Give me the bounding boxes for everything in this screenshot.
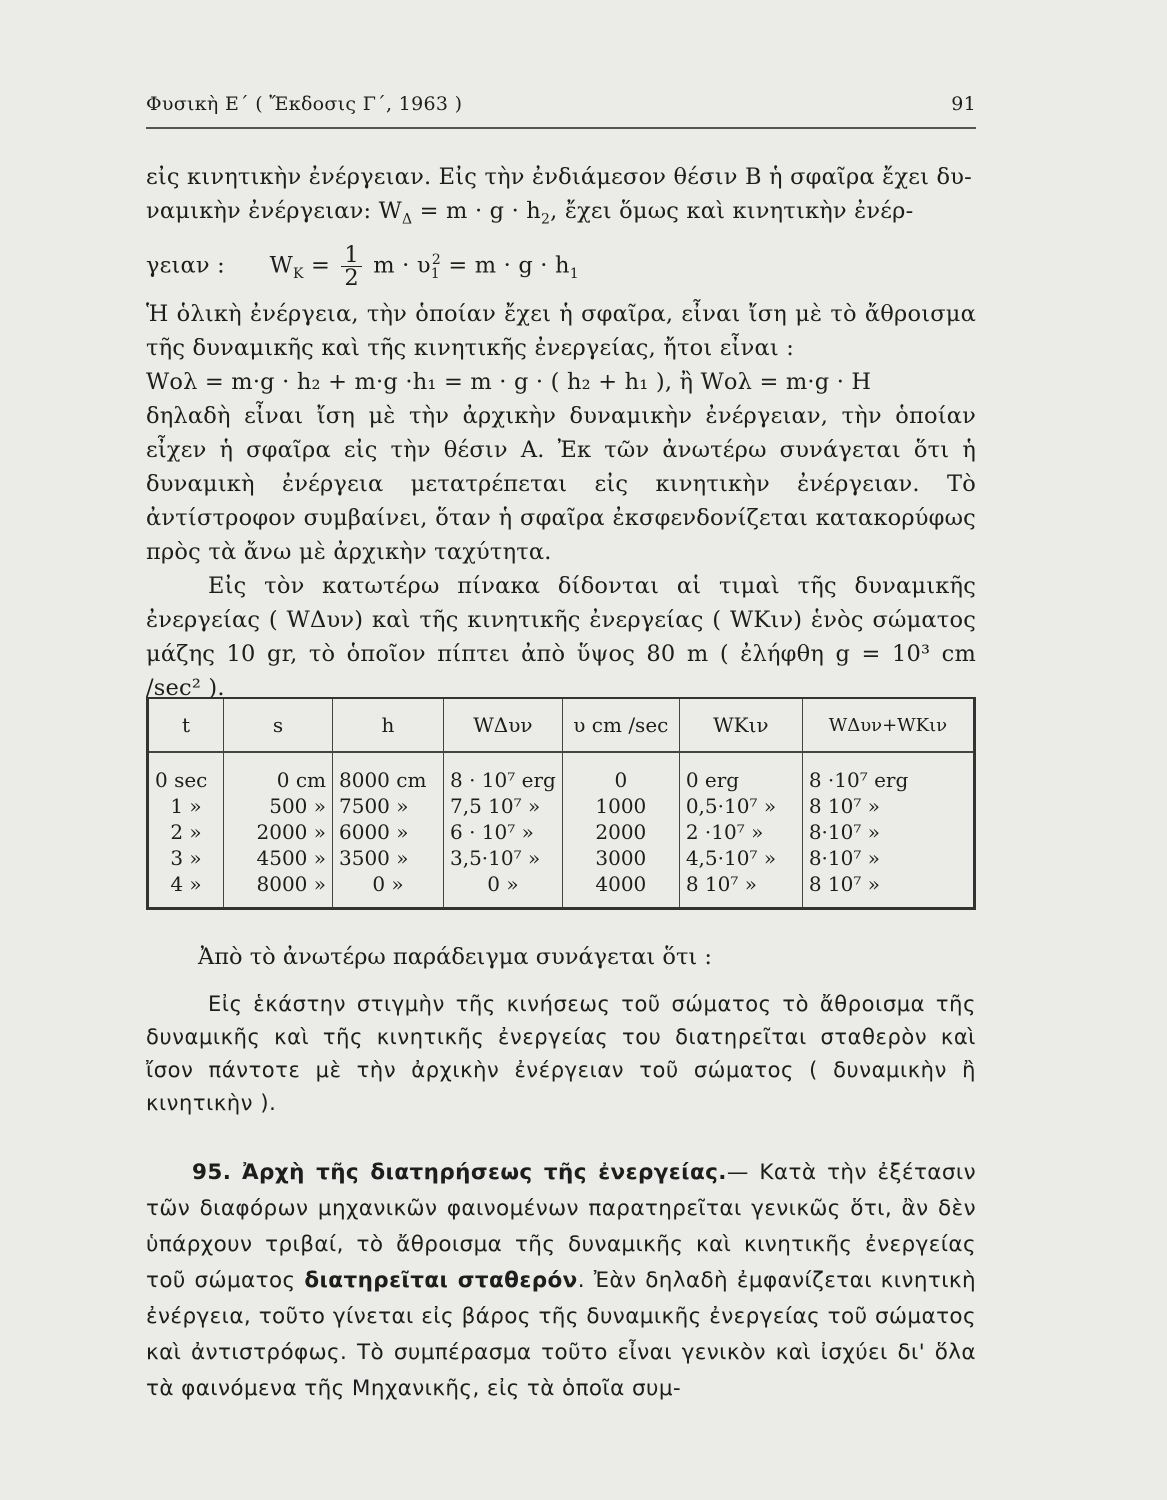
energy-table xyxy=(146,697,976,910)
table-row: 1 » 500 » 7500 » 7,5 10⁷ » 1000 0,5·10⁷ » 8 10⁷ » xyxy=(148,793,975,819)
col-header: s xyxy=(224,698,333,752)
section-title: Ἀρχὴ τῆς διατηρήσεως τῆς ἐνεργείας. xyxy=(241,1160,727,1185)
table-row: 4 » 8000 » 0 » 0 » 4000 8 10⁷ » 8 10⁷ » xyxy=(148,871,975,909)
running-header xyxy=(146,93,976,115)
example-conclusion-intro: Ἀπὸ τὸ ἀνωτέρω παράδειγμα συνάγεται ὅτι : xyxy=(198,944,712,970)
col-header: WΔυν xyxy=(444,698,563,752)
conservation-statement: Εἰς ἑκάστην στιγμὴν τῆς κινήσεως τοῦ σώματος τὸ ἄθροισμα τῆς δυναμικῆς καὶ τῆς κινητικῆς ἐνεργείας του διατηρεῖται σταθερὸν καὶ ἴσον πάντοτε μὲ τὴν ἀρχικὴν ἐνέργειαν τοῦ σώματος ( δυναμικὴν ἢ κινητικὴν ). xyxy=(146,992,976,1115)
col-header: υ cm /sec xyxy=(562,698,679,752)
col-header: t xyxy=(148,698,224,752)
main-text xyxy=(146,160,976,705)
header-rule xyxy=(146,127,976,129)
col-header: WΔυν+WΚιν xyxy=(802,698,974,752)
paragraph-table-intro: Εἰς τὸν κατωτέρω πίνακα δίδονται αἱ τιμαὶ τῆς δυναμικῆς ἐνεργείας ( WΔυν) καὶ τῆς κινητικῆς ἐνεργείας ( WΚιν) ἑνὸς σώματος μάζης 10 gr, τὸ ὁποῖον πίπτει ἀπὸ ὕψος 80 m ( ἐλήφθη g = 10³ cm /sec² ). xyxy=(146,572,976,701)
section-bold-phrase: διατηρεῖται σταθερόν xyxy=(304,1268,578,1293)
section-number: 95. xyxy=(192,1160,232,1185)
section-text-rest: . Ἐὰν δηλαδὴ ἐμφανίζεται κινητικὴ ἐνέργεια, τοῦτο γίνεται εἰς βάρος τῆς δυναμικῆς ἐνεργείας τοῦ σώματος καὶ ἀντιστρόφως. Τὸ συμπέρασμα τοῦτο εἶναι γενικὸν καὶ ἰσχύει δι' ὅλα τὰ φαινόμενα τῆς Μηχανικῆς, εἰς τὰ ὁποῖα συμ- xyxy=(146,1268,976,1401)
col-header: h xyxy=(333,698,444,752)
after-table-text xyxy=(146,940,976,1120)
col-header: WΚιν xyxy=(679,698,802,752)
total-energy-formula: Wολ = m·g · h₂ + m·g ·h₁ = m · g · ( h₂ + h₁ ), ἢ Wολ = m·g · H xyxy=(146,368,872,395)
text-line: εἰς κινητικὴν ἐνέργειαν. Εἰς τὴν ἐνδιάμεσον θέσιν Β ἡ σφαῖρα ἔχει δυ- xyxy=(146,164,972,190)
paragraph-conclusion: δηλαδὴ εἶναι ἴση μὲ τὴν ἀρχικὴν δυναμικὴν ἐνέργειαν, τὴν ὁποίαν εἶχεν ἡ σφαῖρα εἰς τὴν θέσιν Α. Ἐκ τῶν ἀνωτέρω συνάγεται ὅτι ἡ δυναμικὴ ἐνέργεια μετατρέπεται εἰς κινητικὴν ἐνέργειαν. Τὸ ἀντίστροφον συμβαίνει, ὅταν ἡ σφαῖρα ἐκσφενδονίζεται κατακορύφως πρὸς τὰ ἄνω μὲ ἀρχικὴν ταχύτητα. xyxy=(146,402,976,565)
table-row: 0 sec 0 cm 8000 cm 8 · 10⁷ erg 0 0 erg 8 ·10⁷ erg xyxy=(148,752,975,793)
fraction-one-half: $\frac{1}{2}$ xyxy=(341,244,362,289)
table-header-row xyxy=(148,698,975,752)
table-row: 3 » 4500 » 3500 » 3,5·10⁷ » 3000 4,5·10⁷ » 8·10⁷ » xyxy=(148,845,975,871)
section-paragraph xyxy=(146,1155,976,1407)
running-title: Φυσικὴ Ε΄ ( Ἔκδοσις Γ΄, 1963 ) xyxy=(146,93,463,115)
page-number: 91 xyxy=(951,93,976,115)
potential-energy-line: ναμικὴν ἐνέργειαν: $W_\Delta = m \cdot g \cdot h_2$, ἔχει ὅμως καὶ κινητικὴν ἐνέρ- xyxy=(146,198,914,228)
table-row: 2 » 2000 » 6000 » 6 · 10⁷ » 2000 2 ·10⁷ » 8·10⁷ » xyxy=(148,819,975,845)
paragraph-total-energy: Ἡ ὁλικὴ ἐνέργεια, τὴν ὁποίαν ἔχει ἡ σφαῖρα, εἶναι ἴση μὲ τὸ ἄθροισμα τῆς δυναμικῆς καὶ τῆς κινητικῆς ἐνεργείας, ἤτοι εἶναι : xyxy=(146,300,976,361)
kinetic-energy-formula: γειαν : $W_K$ = $\frac{1}{2}$ $m \cdot \upsilon_1^2 = m \cdot g \cdot h_1$ xyxy=(146,241,579,291)
section-text-lead: — Κατὰ τὴν ἐξέτασιν τῶν διαφόρων μηχανικῶν φαινομένων παρατηρεῖται γενικῶς ὅτι, ἂν δὲν ὑπάρχουν τριβαί, τὸ ἄθροισμα τῆς δυναμικῆς καὶ κινητικῆς ἐνεργείας τοῦ σώματος xyxy=(146,1160,976,1293)
section-95 xyxy=(146,1155,976,1407)
